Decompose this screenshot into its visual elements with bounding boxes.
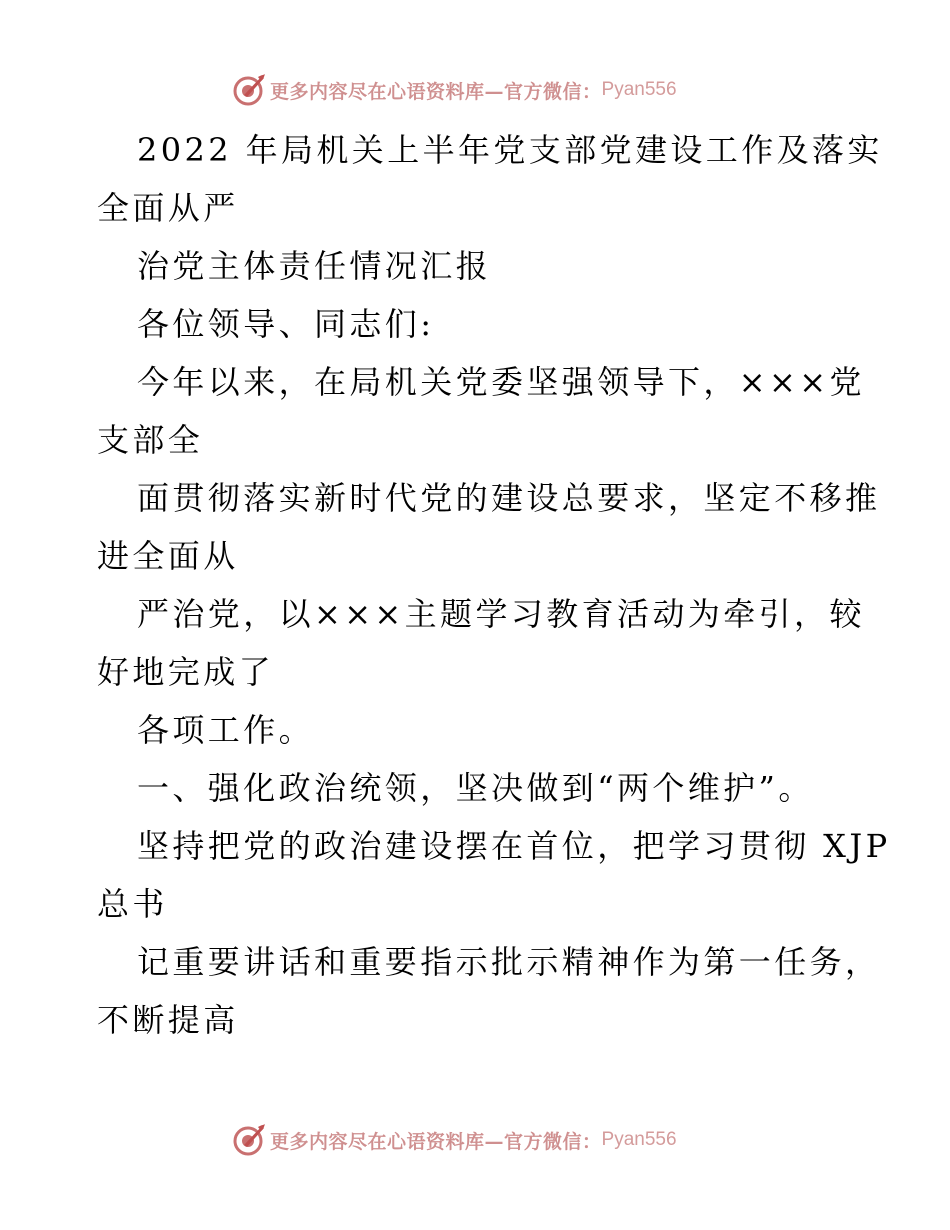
text-line: 进全面从 xyxy=(97,537,239,575)
text-line: 严治党，以×××主题学习教育活动为牵引，较 xyxy=(137,595,865,633)
text-line: 记重要讲话和重要指示批示精神作为第一任务， xyxy=(137,943,881,981)
text-line: 坚持把党的政治建设摆在首位，把学习贯彻 XJP xyxy=(137,827,891,865)
text-line: 总书 xyxy=(97,885,168,923)
text-line: 治党主体责任情况汇报 xyxy=(137,247,492,285)
quill-logo-icon xyxy=(232,73,266,107)
watermark-footer xyxy=(232,1120,732,1160)
quill-logo-icon xyxy=(232,1123,266,1157)
watermark-account: Pyan556 xyxy=(601,79,677,100)
text-line: 不断提高 xyxy=(97,1001,239,1039)
text-line: 今年以来，在局机关党委坚强领导下，×××党 xyxy=(137,363,865,401)
text-line: 2022 年局机关上半年党支部党建设工作及落实 xyxy=(137,131,883,169)
watermark-text: 更多内容尽在心语资料库—官方微信： xyxy=(270,1130,602,1153)
watermark-account: Pyan556 xyxy=(601,1129,677,1150)
document-body xyxy=(97,121,891,1049)
text-line: 各项工作。 xyxy=(137,711,315,749)
watermark-header xyxy=(232,70,732,110)
text-line: 全面从严 xyxy=(97,189,239,227)
text-line: 各位领导、同志们: xyxy=(137,305,435,343)
text-line: 一、强化政治统领，坚决做到“两个维护”。 xyxy=(137,769,814,807)
watermark-text: 更多内容尽在心语资料库—官方微信： xyxy=(270,80,602,103)
text-line: 好地完成了 xyxy=(97,653,275,691)
text-line: 面贯彻落实新时代党的建设总要求，坚定不移推 xyxy=(137,479,881,517)
text-line: 支部全 xyxy=(97,421,204,459)
